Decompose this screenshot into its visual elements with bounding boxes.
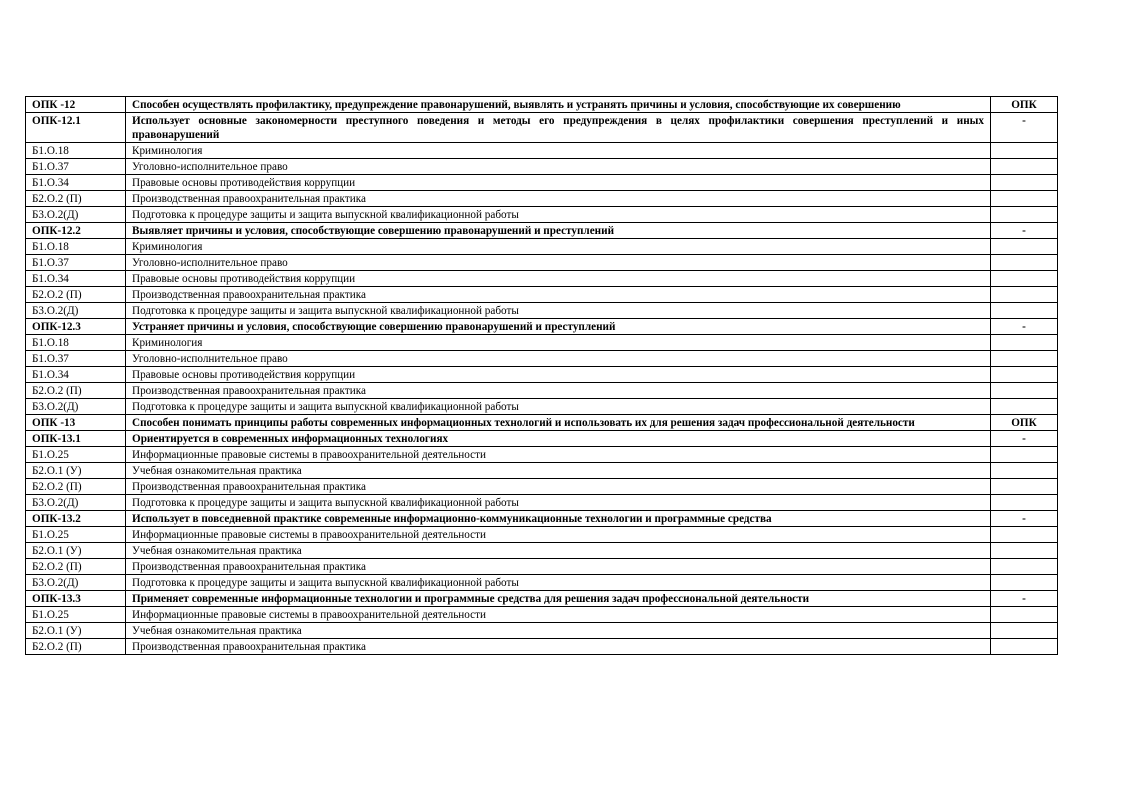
mark-cell: - [991,319,1058,335]
code-cell: Б3.О.2(Д) [26,207,126,223]
description-cell: Выявляет причины и условия, способствующие совершению правонарушений и преступлений [126,223,991,239]
code-cell: Б1.О.25 [26,447,126,463]
mark-cell [991,575,1058,591]
mark-cell: - [991,511,1058,527]
code-cell: Б1.О.37 [26,255,126,271]
code-cell: Б1.О.34 [26,175,126,191]
mark-cell [991,159,1058,175]
code-cell: Б1.О.18 [26,239,126,255]
mark-cell [991,175,1058,191]
mark-cell [991,447,1058,463]
code-cell: Б3.О.2(Д) [26,575,126,591]
description-cell: Использует основные закономерности преступного поведения и методы его предупреждения в целях профилактики совершения преступлений и иных правонарушений [126,113,991,143]
description-cell: Учебная ознакомительная практика [126,543,991,559]
description-cell: Производственная правоохранительная практика [126,479,991,495]
description-cell: Подготовка к процедуре защиты и защита выпускной квалификационной работы [126,303,991,319]
mark-cell [991,335,1058,351]
code-cell: Б1.О.25 [26,527,126,543]
discipline-row [26,351,1058,367]
description-cell: Производственная правоохранительная практика [126,559,991,575]
description-cell: Применяет современные информационные технологии и программные средства для решения задач профессиональной деятельности [126,591,991,607]
description-cell: Учебная ознакомительная практика [126,623,991,639]
discipline-row [26,447,1058,463]
discipline-row [26,159,1058,175]
mark-cell [991,623,1058,639]
discipline-row [26,383,1058,399]
mark-cell [991,383,1058,399]
description-cell: Правовые основы противодействия коррупции [126,271,991,287]
description-cell: Информационные правовые системы в правоохранительной деятельности [126,527,991,543]
discipline-row [26,287,1058,303]
indicator-row [26,113,1058,143]
code-cell: Б2.О.2 (П) [26,559,126,575]
code-cell: Б3.О.2(Д) [26,399,126,415]
mark-cell [991,207,1058,223]
description-cell: Правовые основы противодействия коррупции [126,367,991,383]
discipline-row [26,399,1058,415]
code-cell: Б2.О.2 (П) [26,479,126,495]
discipline-row [26,255,1058,271]
discipline-row [26,239,1058,255]
code-cell: Б1.О.34 [26,367,126,383]
description-cell: Использует в повседневной практике современные информационно-коммуникационные технологии и программные средства [126,511,991,527]
description-cell: Способен осуществлять профилактику, предупреждение правонарушений, выявлять и устранять причины и условия, способствующие их совершению [126,97,991,113]
description-cell: Производственная правоохранительная практика [126,191,991,207]
mark-cell [991,287,1058,303]
description-cell: Криминология [126,335,991,351]
code-cell: Б2.О.2 (П) [26,639,126,655]
mark-cell [991,143,1058,159]
mark-cell [991,191,1058,207]
code-cell: ОПК -12 [26,97,126,113]
discipline-row [26,639,1058,655]
description-cell: Подготовка к процедуре защиты и защита выпускной квалификационной работы [126,399,991,415]
code-cell: ОПК-13.1 [26,431,126,447]
indicator-row [26,591,1058,607]
mark-cell [991,463,1058,479]
mark-cell [991,639,1058,655]
mark-cell [991,479,1058,495]
mark-cell: - [991,223,1058,239]
code-cell: Б1.О.34 [26,271,126,287]
competency-matrix-table [25,96,1058,655]
discipline-row [26,559,1058,575]
mark-cell [991,607,1058,623]
description-cell: Способен понимать принципы работы современных информационных технологий и использовать их для решения задач профессиональной деятельности [126,415,991,431]
mark-cell [991,271,1058,287]
table-body [26,97,1058,655]
code-cell: Б2.О.2 (П) [26,383,126,399]
indicator-row [26,431,1058,447]
code-cell: Б2.О.2 (П) [26,287,126,303]
discipline-row [26,607,1058,623]
discipline-row [26,175,1058,191]
mark-cell [991,543,1058,559]
indicator-row [26,319,1058,335]
description-cell: Производственная правоохранительная практика [126,287,991,303]
mark-cell: - [991,431,1058,447]
mark-cell [991,559,1058,575]
mark-cell: ОПК [991,415,1058,431]
description-cell: Производственная правоохранительная практика [126,383,991,399]
description-cell: Подготовка к процедуре защиты и защита выпускной квалификационной работы [126,575,991,591]
code-cell: Б2.О.1 (У) [26,463,126,479]
description-cell: Криминология [126,239,991,255]
description-cell: Подготовка к процедуре защиты и защита выпускной квалификационной работы [126,207,991,223]
indicator-row [26,511,1058,527]
description-cell: Ориентируется в современных информационных технологиях [126,431,991,447]
discipline-row [26,271,1058,287]
discipline-row [26,463,1058,479]
discipline-row [26,479,1058,495]
mark-cell: ОПК [991,97,1058,113]
code-cell: ОПК-12.2 [26,223,126,239]
mark-cell [991,303,1058,319]
code-cell: Б3.О.2(Д) [26,495,126,511]
code-cell: Б2.О.1 (У) [26,543,126,559]
mark-cell [991,351,1058,367]
description-cell: Устраняет причины и условия, способствующие совершению правонарушений и преступлений [126,319,991,335]
description-cell: Информационные правовые системы в правоохранительной деятельности [126,607,991,623]
description-cell: Уголовно-исполнительное право [126,351,991,367]
code-cell: ОПК-13.2 [26,511,126,527]
discipline-row [26,367,1058,383]
code-cell: Б2.О.1 (У) [26,623,126,639]
description-cell: Подготовка к процедуре защиты и защита выпускной квалификационной работы [126,495,991,511]
competency-row [26,415,1058,431]
discipline-row [26,207,1058,223]
description-cell: Криминология [126,143,991,159]
code-cell: Б2.О.2 (П) [26,191,126,207]
code-cell: Б1.О.18 [26,143,126,159]
description-cell: Производственная правоохранительная практика [126,639,991,655]
code-cell: ОПК -13 [26,415,126,431]
discipline-row [26,495,1058,511]
code-cell: Б1.О.37 [26,159,126,175]
mark-cell: - [991,591,1058,607]
mark-cell: - [991,113,1058,143]
description-cell: Правовые основы противодействия коррупции [126,175,991,191]
discipline-row [26,143,1058,159]
code-cell: ОПК-12.1 [26,113,126,143]
discipline-row [26,335,1058,351]
discipline-row [26,527,1058,543]
discipline-row [26,575,1058,591]
mark-cell [991,239,1058,255]
description-cell: Уголовно-исполнительное право [126,159,991,175]
indicator-row [26,223,1058,239]
discipline-row [26,191,1058,207]
code-cell: ОПК-12.3 [26,319,126,335]
mark-cell [991,399,1058,415]
description-cell: Уголовно-исполнительное право [126,255,991,271]
mark-cell [991,367,1058,383]
code-cell: Б1.О.37 [26,351,126,367]
discipline-row [26,543,1058,559]
code-cell: ОПК-13.3 [26,591,126,607]
discipline-row [26,303,1058,319]
code-cell: Б3.О.2(Д) [26,303,126,319]
discipline-row [26,623,1058,639]
description-cell: Учебная ознакомительная практика [126,463,991,479]
mark-cell [991,527,1058,543]
mark-cell [991,495,1058,511]
competency-row [26,97,1058,113]
description-cell: Информационные правовые системы в правоохранительной деятельности [126,447,991,463]
code-cell: Б1.О.25 [26,607,126,623]
code-cell: Б1.О.18 [26,335,126,351]
mark-cell [991,255,1058,271]
